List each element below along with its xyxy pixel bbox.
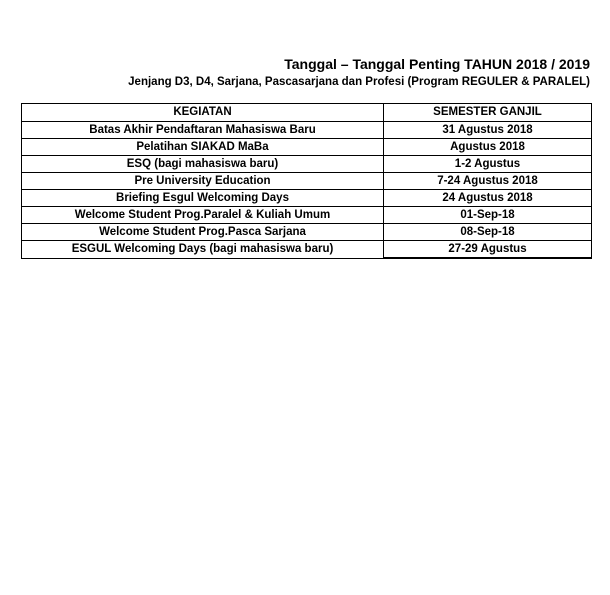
date-cell: 08-Sep-18	[384, 224, 592, 241]
date-cell: 27-29 Agustus	[384, 241, 592, 259]
activity-cell: Welcome Student Prog.Paralel & Kuliah Umum	[22, 207, 384, 224]
table-row	[22, 122, 592, 139]
date-cell: 7-24 Agustus 2018	[384, 173, 592, 190]
activity-cell: Batas Akhir Pendaftaran Mahasiswa Baru	[22, 122, 384, 139]
activity-cell: Pelatihan SIAKAD MaBa	[22, 139, 384, 156]
date-cell: 24 Agustus 2018	[384, 190, 592, 207]
activity-cell: Briefing Esgul Welcoming Days	[22, 190, 384, 207]
table-row	[22, 241, 592, 259]
table-header-row	[22, 104, 592, 122]
table-row	[22, 190, 592, 207]
date-cell: 31 Agustus 2018	[384, 122, 592, 139]
schedule-table	[21, 103, 592, 259]
table-row	[22, 156, 592, 173]
activity-cell: Welcome Student Prog.Pasca Sarjana	[22, 224, 384, 241]
column-header-activity: KEGIATAN	[22, 104, 384, 122]
activity-cell: Pre University Education	[22, 173, 384, 190]
activity-cell: ESQ (bagi mahasiswa baru)	[22, 156, 384, 173]
table-row	[22, 207, 592, 224]
date-cell: Agustus 2018	[384, 139, 592, 156]
table-row	[22, 173, 592, 190]
activity-cell: ESGUL Welcoming Days (bagi mahasiswa baru)	[22, 241, 384, 259]
date-cell: 01-Sep-18	[384, 207, 592, 224]
date-cell: 1-2 Agustus	[384, 156, 592, 173]
table-row	[22, 224, 592, 241]
document-title: Tanggal – Tanggal Penting TAHUN 2018 / 2019	[284, 56, 590, 72]
column-header-semester: SEMESTER GANJIL	[384, 104, 592, 122]
table-row	[22, 139, 592, 156]
document-subtitle: Jenjang D3, D4, Sarjana, Pascasarjana dan Profesi (Program REGULER & PARALEL)	[128, 76, 590, 88]
